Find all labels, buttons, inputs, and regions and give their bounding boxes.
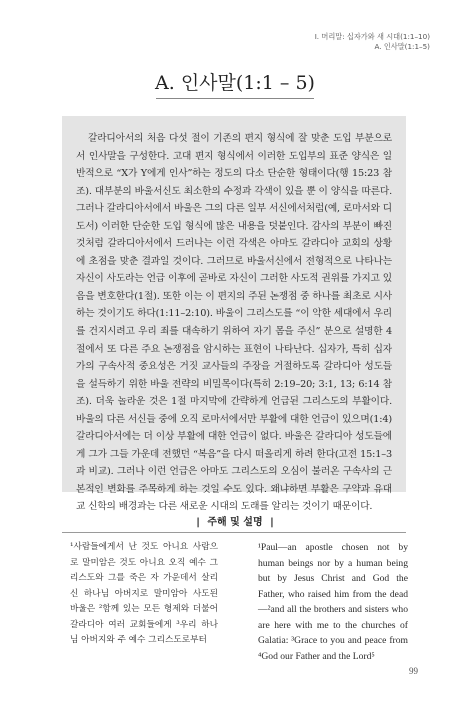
notes-heading-label: 주해 및 설명 [207,517,263,528]
title-underline [156,98,314,99]
page-number: 99 [409,666,418,676]
running-head-chapter: I. 머리말: 십자가와 새 시대(1:1–10) [314,32,430,41]
notes-heading [0,513,470,528]
notes-divider [62,532,406,533]
running-head [315,32,430,52]
heading-bar-left: | [196,517,200,528]
running-head-section: A. 인사말(1:1–5) [374,42,430,51]
commentary-box [62,116,406,513]
heading-bar-right: | [270,517,274,528]
english-scripture-text: ¹Paul—an apostle chosen not by human beings nor by a human being but by Jesus Christ and God the Father, who raised him from the dead—²and all the brothers and sisters who are here with me to the churches of Galatia: ³Grace to you and peace from ⁴God our Father and the Lord⁵ [258,542,408,662]
commentary-paragraph: 갈라디아서의 처음 다섯 절이 기존의 편지 형식에 잘 맞춘 도입 부분으로서 인사말을 구성한다. 고대 편지 형식에서 이러한 도입부의 표준 양식은 일반적으로 “X가 Y에게 인사”하는 정도의 다소 단순한 형태이다(행 15:23 참조). 대부분의 바울서신도 최소한의 수정과 각색이 있을 뿐 이 양식을 따른다. 그러나 갈라디아서에서 바울은 그의 다른 일부 서신에서처럼(예, 로마서와 디도서) 이러한 단순한 도입 형식에 많은 내용을 덧붙인다. 감사의 부분이 빠진 것처럼 갈라디아서에서 드러나는 이런 각색은 아마도 갈라디아 교회의 상황에 초점을 맞춘 결과일 것이다. 그러므로 바울서신에서 전형적으로 나타나는 자신이 사도라는 언급 이후에 곧바로 자신이 그러한 사도적 권위를 가지고 있음을 변호한다(1절). 또한 이는 이 편지의 주된 논쟁점 중 하나를 최초로 시사하는 것이기도 하다(1:11–2:10). 바울이 그리스도를 “이 악한 세대에서 우리를 건지시려고 우리 죄를 대속하기 위하여 자기 몸을 주신” 분으로 설명한 4절에서 또 다른 주요 논쟁점을 암시하는 표현이 나타난다. 십자가, 특히 십자가의 구속사적 중요성은 거짓 교사들의 주장을 거절하도록 갈라디아 성도들을 설득하기 위한 바울 전략의 비밀목이다(특히 2:19–20; 3:1, 13; 6:14 참조). 더욱 놀라운 것은 1절 마지막에 간략하게 언급된 그리스도의 부활이다. 바울의 다른 서신들 중에 오직 로마서에서만 부활에 대한 언급이 있으며(1:4) 갈라디아서에는 더 이상 부활에 대한 언급이 없다. 바울은 갈라디아 성도들에게 그가 그들 가운데 전했던 “복음”을 다시 떠올리게 하려 한다(고전 15:1–3과 비교). 그러나 이런 언급은 아마도 그리스도의 오심이 불러온 구속사의 근본적인 변화를 주목하게 하는 것일 수도 있다. 왜냐하면 부활은 구약과 유대교 신학의 배경과는 다른 새로운 시대의 도래를 알리는 것이기 때문이다. [76,133,392,513]
section-title: A. 인사말(1:1 – 5) [155,72,315,94]
korean-scripture-text: ¹사람들에게서 난 것도 아니요 사람으로 말미암은 것도 아니요 오직 예수 그리스도와 그를 죽은 자 가운데서 살리신 하나님 아버지로 말미암아 사도된 바울은 ²함께 있는 모든 형제와 더불어 갈라디아 여러 교회들에게 ³우리 하나님 아버지와 주 예수 그리스도로부터 [70,542,218,646]
